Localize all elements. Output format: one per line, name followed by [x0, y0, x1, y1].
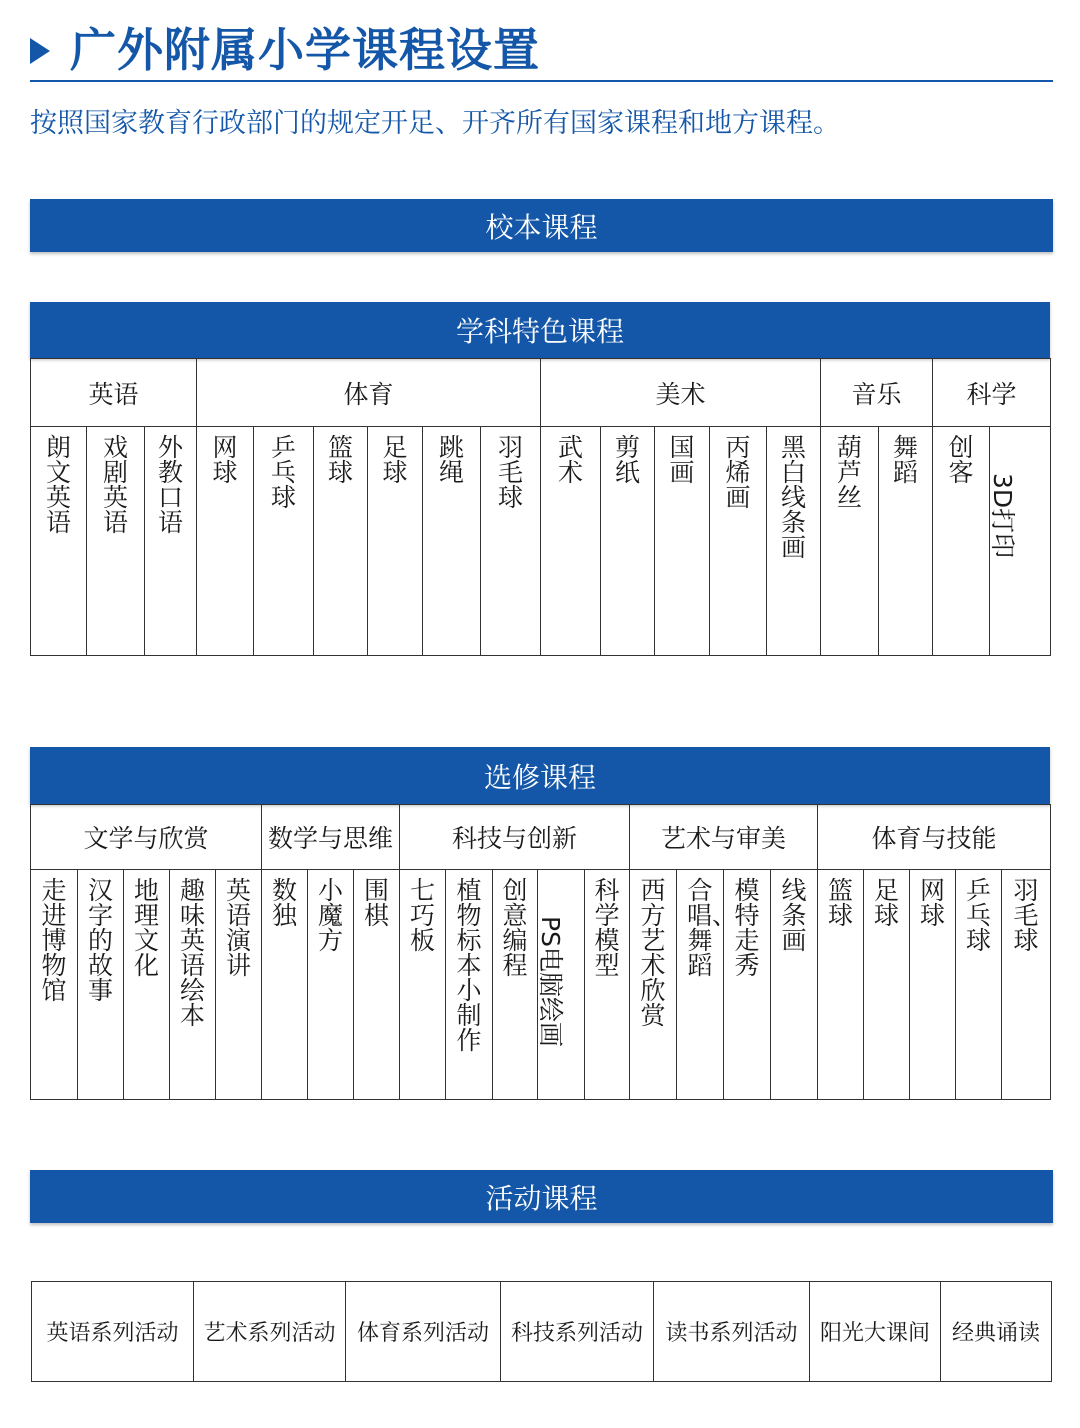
course-label: 线条画: [781, 876, 807, 955]
course-cell: [314, 427, 368, 656]
course-cell: [879, 427, 933, 656]
course-label: 舞蹈: [893, 433, 919, 487]
page-subtitle: 按照国家教育行政部门的规定开足、开齐所有国家课程和地方课程。: [30, 108, 840, 139]
course-label: 武术: [558, 433, 584, 487]
course-cell: [538, 870, 585, 1100]
course-cell: [145, 427, 197, 656]
course-cell: [197, 427, 254, 656]
course-cell: [601, 427, 655, 656]
activity-item: 英语系列活动: [32, 1282, 194, 1382]
title-divider: [30, 80, 1053, 82]
course-label: 数独: [271, 876, 297, 930]
course-cell: [493, 870, 538, 1100]
course-label: 汉字的故事: [87, 876, 113, 1005]
course-cell: [400, 870, 446, 1100]
course-cell: [771, 870, 818, 1100]
page-title: 广外附属小学课程设置: [70, 23, 540, 77]
course-label: 围棋: [363, 876, 389, 930]
course-label: 篮球: [328, 433, 354, 487]
course-label: 羽毛球: [1013, 876, 1039, 955]
course-cell: [585, 870, 630, 1100]
course-cell: [933, 427, 990, 656]
activity-courses-table: [31, 1281, 1052, 1382]
course-label: 网球: [212, 433, 238, 487]
course-cell: [481, 427, 541, 656]
course-cell: [31, 427, 87, 656]
course-cell: [31, 870, 78, 1100]
course-label: 国画: [669, 433, 695, 487]
elective-courses-table: [30, 804, 1051, 1100]
subject-courses-heading: 学科特色课程: [30, 302, 1050, 358]
course-label: 植物标本小制作: [456, 876, 482, 1055]
course-label: 乒乓球: [966, 876, 992, 955]
course-label: 跳绳: [439, 433, 465, 487]
course-label: 小魔方: [317, 876, 343, 955]
activity-item: 艺术系列活动: [194, 1282, 346, 1382]
course-cell: [767, 427, 821, 656]
course-label: 创意编程: [502, 876, 528, 980]
course-cell: [864, 870, 910, 1100]
course-cell: [1002, 870, 1051, 1100]
title-triangle-icon: [30, 38, 50, 64]
course-cell: [677, 870, 738, 1100]
activity-item: 读书系列活动: [654, 1282, 810, 1382]
course-label-rotated: 3D打印: [988, 473, 1018, 559]
course-cell: [710, 427, 767, 656]
course-cell: [262, 870, 308, 1100]
course-label: 趣味英语绘本: [179, 876, 205, 1030]
group-tech: 科技与创新: [400, 805, 630, 870]
elective-courses-heading: 选修课程: [30, 747, 1050, 804]
course-label: 模特走秀: [734, 876, 760, 980]
course-cell: [821, 427, 879, 656]
course-cell: [655, 427, 710, 656]
course-cell: [956, 870, 1002, 1100]
course-cell: [216, 870, 262, 1100]
course-label: 戏剧英语: [102, 433, 128, 537]
course-cell: [254, 427, 314, 656]
course-label: 创客: [948, 433, 974, 487]
group-art: 美术: [541, 359, 821, 427]
course-label: 黑白线条画: [781, 433, 807, 562]
course-label: 篮球: [828, 876, 854, 930]
group-music: 音乐: [821, 359, 933, 427]
course-label: 丙烯画: [725, 433, 751, 512]
course-cell: [87, 427, 145, 656]
course-cell: [446, 870, 493, 1100]
course-label: 科学模型: [594, 876, 620, 980]
course-cell: [368, 427, 423, 656]
course-cell: [630, 870, 677, 1100]
group-literature: 文学与欣赏: [31, 805, 262, 870]
activity-courses-heading: 活动课程: [30, 1170, 1053, 1223]
course-label: 乒乓球: [271, 433, 297, 512]
course-label: 剪纸: [615, 433, 641, 487]
course-label-rotated: PS电脑绘画: [536, 916, 566, 1047]
course-cell: [990, 427, 1051, 656]
course-label: 地理文化: [133, 876, 159, 980]
group-arts: 艺术与审美: [630, 805, 818, 870]
course-label: 英语演讲: [225, 876, 251, 980]
course-label: 羽毛球: [498, 433, 524, 512]
course-label: 外教口语: [157, 433, 183, 537]
course-label: 葫芦丝: [837, 433, 863, 512]
activity-item: 体育系列活动: [346, 1282, 501, 1382]
course-cell: [541, 427, 601, 656]
activity-item: 经典诵读: [941, 1282, 1052, 1382]
course-cell: [170, 870, 216, 1100]
subject-courses-table: [30, 358, 1051, 656]
school-courses-heading: 校本课程: [30, 199, 1053, 252]
group-science: 科学: [933, 359, 1051, 427]
course-label: 朗文英语: [45, 433, 71, 537]
course-cell: [818, 870, 864, 1100]
course-cell: [910, 870, 956, 1100]
course-cell: [308, 870, 354, 1100]
group-english: 英语: [31, 359, 197, 427]
course-cell: [354, 870, 400, 1100]
course-cell: [423, 427, 481, 656]
course-label: 足球: [874, 876, 900, 930]
course-label: 网球: [920, 876, 946, 930]
group-sports: 体育与技能: [818, 805, 1051, 870]
course-label: 西方艺术欣赏: [640, 876, 666, 1030]
course-label: 走进博物馆: [41, 876, 67, 1005]
group-math: 数学与思维: [262, 805, 400, 870]
course-label: 七巧板: [410, 876, 436, 955]
course-cell: [78, 870, 124, 1100]
course-label: 足球: [382, 433, 408, 487]
group-pe: 体育: [197, 359, 541, 427]
course-cell: [124, 870, 170, 1100]
activity-item: 科技系列活动: [501, 1282, 654, 1382]
course-label: 合唱、舞蹈: [687, 876, 738, 980]
activity-item: 阳光大课间: [810, 1282, 941, 1382]
